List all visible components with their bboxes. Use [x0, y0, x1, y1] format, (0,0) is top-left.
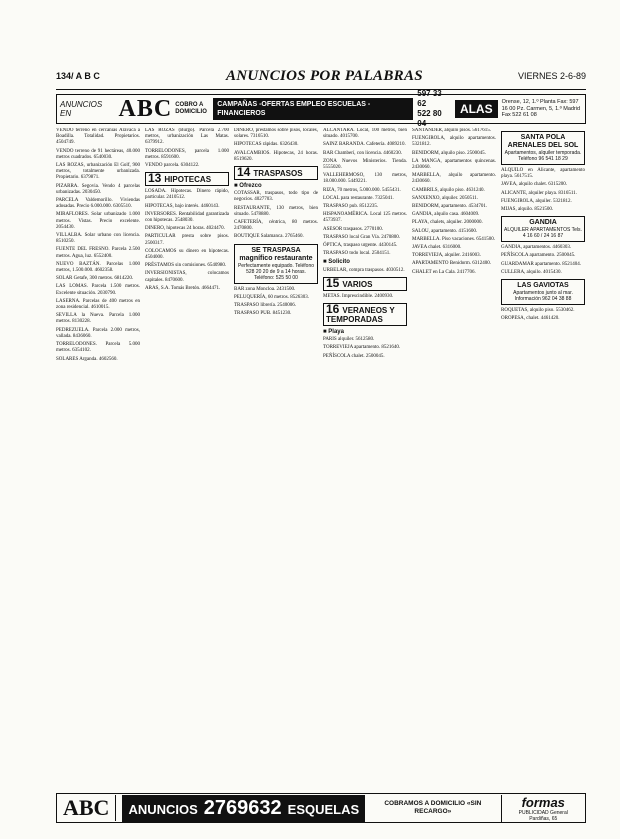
classified-ad: HISPANOAMÉRICA. Local 125 metros. 4573937. — [323, 212, 407, 224]
classified-column — [501, 128, 585, 789]
classified-ad: LAS ROZAS, urbanización El Golf, 900 metros, totalmente urbanizada. Propietario. 6379871. — [56, 163, 140, 181]
boxed-ad — [501, 131, 585, 165]
boxed-ad-body: Apartamentos, alquiler temporada. Teléfono 96 541 18 29 — [504, 150, 582, 162]
classified-ad: TRASPASO librería. 2540006. — [234, 303, 297, 309]
classified-column — [56, 128, 140, 789]
boxed-ad — [501, 279, 585, 305]
subsection-header: ■ Ofrezco — [234, 183, 262, 190]
classified-ad: TRASPASO pub. 8512235. — [323, 204, 379, 210]
footer-phone: 2769632 — [203, 796, 282, 819]
boxed-ad-head: LAS GAVIOTAS — [517, 282, 569, 290]
classified-ad: BAR Chamberí, con licencia. 4460230. — [323, 150, 403, 156]
classified-ad: METAS. Imprescindible. 2400930. — [323, 293, 394, 299]
boxed-ad — [501, 216, 585, 242]
boxed-ad-head: SE TRASPASA magnífico restaurante — [239, 246, 313, 262]
classified-ad: PEDREZUELA. Parcela 2.000 metros, vallada. 8436060. — [56, 327, 140, 339]
classified-ad: ÓPTICA, traspaso urgente. 4430145. — [323, 243, 398, 249]
classified-ad: GUARDAMAR apartamento. 8521404. — [501, 261, 581, 267]
section-number: 14 — [237, 165, 251, 180]
classified-ad: SAINZ BARANDA. Cafetería. 4089210. — [323, 142, 406, 148]
footer-banner — [56, 793, 586, 823]
banner-phones — [413, 89, 455, 129]
agency-logo: ALAS — [455, 100, 498, 118]
classified-ad: PARCELA Valdemorillo. Viviendas adosadas. Precio 6.000.000. 6305510. — [56, 198, 140, 210]
banner-phone-2: 522 80 04 — [417, 109, 442, 128]
footer-phone-block — [122, 795, 365, 822]
boxed-ad-body: ALQUILER APARTAMENTOS Tels. 4 16 60 / 24 16 87 — [504, 227, 582, 240]
classified-ad: TORRELODONES. Parcela 5.000 metros. 6354102. — [56, 342, 140, 354]
classified-ad: SOLARES Arganda. 4602560. — [56, 356, 118, 362]
banner-cobro: COBRO A DOMICILIO — [175, 102, 207, 115]
abc-logo: ABC — [118, 95, 173, 122]
classified-ad: VENDO terreno en cercanías Aravaca a Boadilla. Totalidad. Propietarios. 4504749. — [56, 128, 140, 146]
classified-column — [323, 128, 407, 789]
classified-ad: GANDIA, apartamentos. 4460303. — [501, 245, 572, 251]
section-number: 13 — [148, 171, 162, 186]
classified-ad: LAS ROZAS (Burgo). Parcela 2.700 metros, urbanización Las Matas. 6379912. — [145, 128, 229, 146]
classified-ad: ALQUILO en Alicante, apartamento playa. 5617515. — [501, 168, 585, 180]
page-title: ANUNCIOS POR PALABRAS — [226, 68, 423, 84]
boxed-ad-body: Perfectamente equipado. Teléfono 528 20 20 de 9 a 14 horas. Teléfono: 525 50 00 — [237, 262, 315, 281]
classified-ad: JAVEA, alquilo chalet. 6315200. — [501, 182, 568, 188]
classified-ad: GANDIA, alquilo casa. 4604009. — [412, 212, 480, 218]
classified-ad: MIJAS, alquilo. 8521500. — [501, 207, 554, 213]
classified-ad: LOSADA. Hipotecas. Dinero rápido, particular. 2410512. — [145, 189, 229, 201]
boxed-ad-head: GANDIA — [529, 219, 557, 227]
page-number: 134/ A B C — [56, 71, 100, 81]
classified-ad: APARTAMENTO Benidorm. 6312400. — [412, 261, 492, 267]
classified-ad: PARIS alquiler. 5612580. — [323, 337, 375, 343]
classified-ad: BENIDORM, apartamento. 4534701. — [412, 204, 488, 210]
classified-ad: VILLALBA. Solar urbano con licencia. 8510250. — [56, 233, 140, 245]
classified-column — [234, 128, 318, 789]
classified-ad: INVERSORES. Rentabilidad garantizada con hipotecas. 2548030. — [145, 211, 229, 224]
section-label: VERANEOS Y TEMPORADAS — [326, 306, 395, 325]
classified-ad: TORRELODONES, parcela 1.000 metros. 8591600. — [145, 148, 229, 160]
classified-ad: TRASPASO local Gran Vía. 2470800. — [323, 234, 400, 240]
classified-ad: VENDO parcela. 6304122. — [145, 163, 200, 169]
page-header — [56, 68, 586, 88]
classified-ad: SOLAR Getafe, 300 metros. 6814220. — [56, 276, 134, 282]
classified-ad: BENIDORM, alquilo piso. 2500045. — [412, 150, 486, 156]
section-label: HIPOTECAS — [164, 175, 212, 185]
abc-agency-banner — [56, 89, 586, 128]
classified-ad: RIZA, 70 metros, 5.000.000. 5455431. — [323, 187, 401, 193]
classified-ad: ALCANTARA. Local, 100 metros, bien situado. 4015700. — [323, 128, 407, 140]
classified-ad: COTASSAR, traspasos, todo tipo de negocios. 4027703. — [234, 191, 318, 203]
section-header — [145, 172, 229, 186]
classified-ad: DINERO, préstamos sobre pisos, locales, solares. 7316510. — [234, 128, 318, 140]
section-header — [323, 303, 407, 326]
classified-ad: CHALET en La Cala. 2417706. — [412, 269, 476, 275]
page-date: VIERNES 2-6-89 — [517, 71, 586, 81]
classified-ad: VENDO terreno de 91 hectáreas, 40.000 metros cuadrados. 6540030. — [56, 148, 140, 160]
subsection-header: ■ Playa — [323, 329, 344, 336]
classified-ad: TORREVIEJA apartamento. 8521640. — [323, 345, 401, 351]
section-number: 15 — [326, 275, 340, 290]
classified-ad: HIPOTECAS rápidas. 6326430. — [234, 142, 299, 148]
classified-ad: PRÉSTAMOS sin comisiones. 6540980. — [145, 263, 227, 269]
section-header — [234, 166, 318, 180]
banner-lead: ANUNCIOS EN — [60, 100, 103, 118]
banner-phone-1: 597 33 62 — [417, 89, 442, 108]
classified-ad: RESTAURANTE, 130 metros, bien situado. 5478880. — [234, 205, 318, 217]
classified-ad: SALOU, apartamento. 4151600. — [412, 228, 478, 234]
footer-esquelas: ESQUELAS — [287, 801, 360, 817]
classified-ad: TORREVIEJA, alquiler. 2416003. — [412, 253, 481, 259]
classified-ad: URBELAR, compra traspasos. 4030512. — [323, 267, 405, 273]
classified-ad: ASESOR traspasos. 2770100. — [323, 226, 384, 232]
classified-ad: OROPESA, chalet. 4461420. — [501, 316, 560, 322]
classified-ad: PARTICULAR presta sobre pisos. 2500317. — [145, 234, 229, 246]
classified-ad: SANTANDER, alquilo pisos. 5617615. — [412, 128, 492, 133]
classified-ad: AVALCAMBIOS. Hipotecas, 24 horas. 8519620. — [234, 150, 318, 162]
subsection-header: ■ Solicito — [323, 259, 350, 266]
classified-ad: MIRAFLORES. Solar urbanizado 1.000 metros. Vistas. Precio excelente. 2054430. — [56, 212, 140, 230]
agency-address: Orense, 12, 1.º Planta Fax: 597 16 00 Pz. Carmen, 5, 1.º Madrid Fax 522 61 08 — [501, 99, 581, 119]
boxed-ad-body: Apartamentos junto al mar. Información 962 04 38 88 — [513, 290, 573, 303]
classified-ad: PIZARRA. Segovia. Vendo 4 parcelas urbanizadas. 2030450. — [56, 183, 140, 195]
header-rule — [56, 89, 586, 90]
classified-ad: FUENGIROLA, alquiler. 5321812. — [501, 198, 572, 204]
classified-ad: LOCAL para restaurante. 7325041. — [323, 195, 394, 201]
classified-ad: LAS LOMAS. Parcela 1.500 metros. Excelente situación. 2030790. — [56, 284, 140, 296]
classified-ad: ROQUETAS, alquilo piso. 5530462. — [501, 308, 575, 314]
classified-ad: ARAS, S.A. Tomás Bretón. 4664471. — [145, 285, 221, 291]
classified-ad: FUENTE DEL FRESNO. Parcela 2.500 metros. Agua, luz. 6552400. — [56, 247, 140, 259]
classified-columns — [56, 128, 586, 789]
classified-column — [412, 128, 496, 789]
classified-column — [145, 128, 229, 789]
classified-ad: LASERNA. Parcelas de 400 metros en zona residencial. 4610015. — [56, 298, 140, 311]
classified-ad: ALICANTE, alquiler playa. 8316511. — [501, 190, 577, 196]
classified-ad: CAFETERÍA, céntrica, 80 metros. 2470800. — [234, 220, 318, 232]
footer-cobro: COBRAMOS A DOMICILIO «SIN RECARGO» — [384, 800, 482, 815]
classified-ad: HIPOTECAS, bajo interés. 4460143. — [145, 203, 220, 209]
footer-agency-logo: formas — [521, 794, 565, 810]
classified-ad: INVERSIONISTAS, colocamos capitales. 8470600. — [145, 271, 229, 283]
classified-ad: LA MANGA, apartamentos quincenas. 2430060. — [412, 158, 496, 171]
banner-campaign: CAMPAÑAS -OFERTAS EMPLEO ESCUELAS - FINANCIEROS — [213, 98, 413, 120]
classified-ad: JAVEA chalet. 6316000. — [412, 245, 462, 251]
footer-abc-logo: ABC — [57, 795, 116, 821]
classified-ad: PEÑÍSCOLA apartamento. 2500045. — [501, 253, 576, 259]
classified-ad: MARBELLA. Piso vacaciones. 6541500. — [412, 236, 496, 242]
classified-ad: COLOCAMOS su dinero en hipotecas. 4504000. — [145, 248, 229, 261]
classified-ad: SEVILLA la Nueva. Parcela 1.000 metros. 8130228. — [56, 313, 140, 325]
classified-ad: TRASPASO todo local. 2504151. — [323, 251, 391, 257]
section-number: 16 — [326, 302, 340, 317]
classified-ad: VALLEHERMOSO, 130 metros, 18.000.000. 5449221. — [323, 173, 407, 185]
classified-ad: DINERO, hipotecas 24 horas. 4024470. — [145, 226, 225, 232]
classified-ad: PELUQUERÍA, 60 metros. 8526303. — [234, 294, 309, 300]
classified-ad: BOUTIQUE Salamanca. 2765460. — [234, 234, 304, 240]
boxed-ad — [234, 244, 318, 284]
section-header — [323, 277, 407, 291]
footer-agency-sub: PUBLICIDAD General Pardiñas, 65 — [518, 809, 568, 822]
classified-ad: NUEVO BAZTÁN. Parcelas 1.000 metros, 1.500.000. 4602358. — [56, 261, 140, 274]
footer-agency — [501, 795, 586, 822]
classified-ad: PLAYA, chalets, alquiler. 2000000. — [412, 220, 483, 226]
classified-ad: SANXENXO, alquiler. 2050511. — [412, 195, 479, 201]
classified-ad: TRASPASO PUB. 8451230. — [234, 311, 292, 317]
section-label: TRASPASOS — [253, 169, 303, 179]
classified-ad: ZONA Nuevos Ministerios. Tienda. 5555020. — [323, 158, 407, 171]
classified-ad: CULLERA, alquilo. 4015430. — [501, 269, 562, 275]
classified-ad: CAMBRILS, alquilo piso. 4631240. — [412, 187, 485, 193]
classified-ad: MARBELLA, alquilo apartamento. 2430660. — [412, 173, 496, 185]
classified-ad: BAR zona Moncloa. 2431500. — [234, 286, 296, 292]
classified-ad: FUENGIROLA, alquilo apartamentos. 5321812. — [412, 136, 496, 148]
classified-ad: PEÑÍSCOLA chalet. 2500045. — [323, 353, 385, 359]
boxed-ad-head: SANTA POLA ARENALES DEL SOL — [507, 134, 579, 149]
section-label: VARIOS — [342, 279, 373, 289]
footer-anuncios: ANUNCIOS — [128, 801, 198, 817]
